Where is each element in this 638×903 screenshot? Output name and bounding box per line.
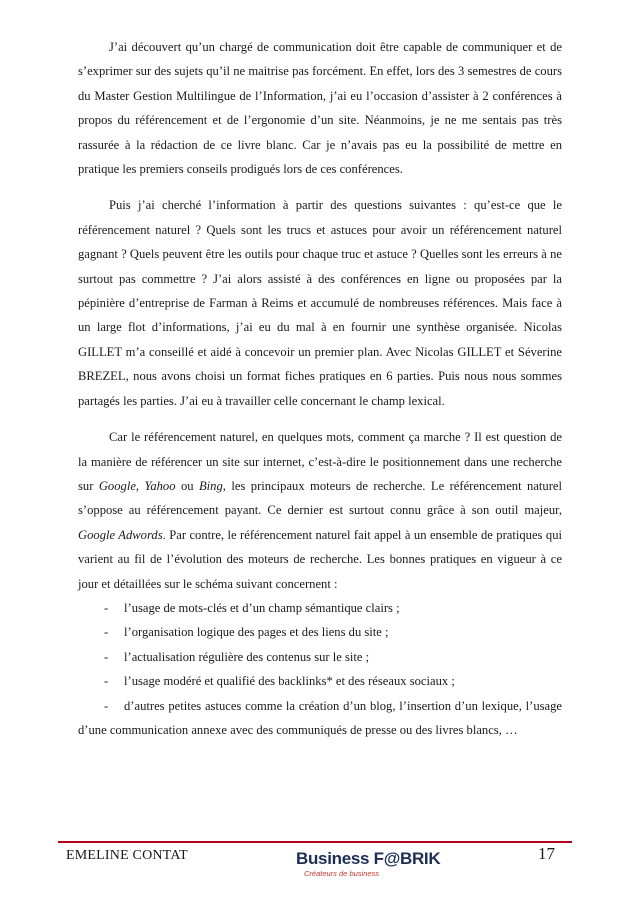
practices-list bbox=[78, 596, 562, 694]
logo-tagline: Créateurs de business bbox=[304, 869, 380, 878]
list-item bbox=[78, 645, 562, 669]
bullet-dash: - bbox=[104, 674, 109, 689]
business-fabrik-logo bbox=[296, 849, 446, 883]
bullet-dash: - bbox=[104, 649, 109, 664]
footer-rule bbox=[58, 841, 572, 843]
yahoo-term: Yahoo bbox=[144, 478, 176, 493]
bing-term: Bing bbox=[198, 478, 223, 493]
page-number: 17 bbox=[538, 844, 555, 863]
bullet-dash: - bbox=[104, 698, 109, 713]
paragraph-3 bbox=[78, 425, 562, 596]
bullet-dash: - bbox=[104, 625, 109, 640]
paragraph-3-part3: . Par contre, le référencement naturel fait appel à un ensemble de pratiques qui varient au fil de l’évolution des moteurs de recherche. Les bonnes pratiques en vigueur à ce jour et détaillées sur le schéma suivant concernent : bbox=[78, 527, 562, 591]
list-item-text: l’usage de mots-clés et d’un champ sémantique clairs ; bbox=[124, 600, 400, 615]
separator-1: , bbox=[135, 478, 145, 493]
google-term: Google bbox=[98, 478, 136, 493]
paragraph-3-part2: , les principaux moteurs de recherche. Le référencement naturel s’oppose au référencement payant. Ce dernier est surtout connu grâce à son outil majeur, bbox=[78, 478, 562, 518]
list-item-text: l’organisation logique des pages et des liens du site ; bbox=[124, 625, 389, 640]
list-item bbox=[78, 669, 562, 693]
bullet-dash: - bbox=[104, 600, 109, 615]
list-item-text: l’actualisation régulière des contenus sur le site ; bbox=[124, 649, 370, 664]
document-body bbox=[78, 35, 562, 742]
list-item-last bbox=[78, 694, 562, 743]
list-item-text: l’usage modéré et qualifié des backlinks* et des réseaux sociaux ; bbox=[124, 674, 455, 689]
list-item bbox=[78, 596, 562, 620]
logo-wordmark: Business F@BRIK bbox=[296, 849, 441, 868]
separator-2: ou bbox=[175, 478, 199, 493]
footer-author: EMELINE CONTAT bbox=[66, 848, 188, 863]
google-adwords-term: Google Adwords bbox=[78, 527, 163, 542]
paragraph-3-part1: Car le référencement naturel, en quelques mots, comment ça marche ? Il est question de la manière de référencer un site sur internet, c’est-à-dire le positionnement dans une recherche sur bbox=[78, 430, 562, 493]
list-item bbox=[78, 620, 562, 644]
list-item-text: d’autres petites astuces comme la création d’un blog, l’insertion d’un lexique, l’usage d’une communication annexe avec des communiqués de presse ou des livres blancs, … bbox=[78, 698, 562, 737]
paragraph-2: Puis j’ai cherché l’information à partir des questions suivantes : qu’est-ce que le référencement naturel ? Quels sont les trucs et astuces pour avoir un référencement naturel gagnant ? Quels peuvent être les outils pour chaque truc et astuce ? Quelles sont les erreurs à ne surtout pas commettre ? J’ai alors assisté à des conférences en ligne ou proposées par la pépinière d’entreprise de Farman à Reims et accumulé de nombreuses références. Mais face à un large flot d’informations, j’ai eu du mal à en fournir une synthèse organisée. Nicolas GILLET m’a conseillé et aidé à concevoir un premier plan. Avec Nicolas GILLET et Séverine BREZEL, nous avons choisi un format fiches pratiques en 6 parties. Puis nous nous sommes partagés les parties. J’ai eu à travailler celle concernant le champ lexical. bbox=[78, 198, 562, 408]
paragraph-1: J’ai découvert qu’un chargé de communication doit être capable de communiquer et de s’exprimer sur des sujets qu’il ne maitrise pas forcément. En effet, lors des 3 semestres de cours du Master Gestion Multilingue de l’Information, j’ai eu l’occasion d’assister à 2 conférences à propos du référencement et de l’ergonomie d’un site. Néanmoins, je ne me sentais pas très rassurée à la rédaction de ce livre blanc. Car je n’avais pas eu la possibilité de mettre en pratique les premiers conseils prodigués lors de ces conférences. bbox=[78, 40, 562, 177]
